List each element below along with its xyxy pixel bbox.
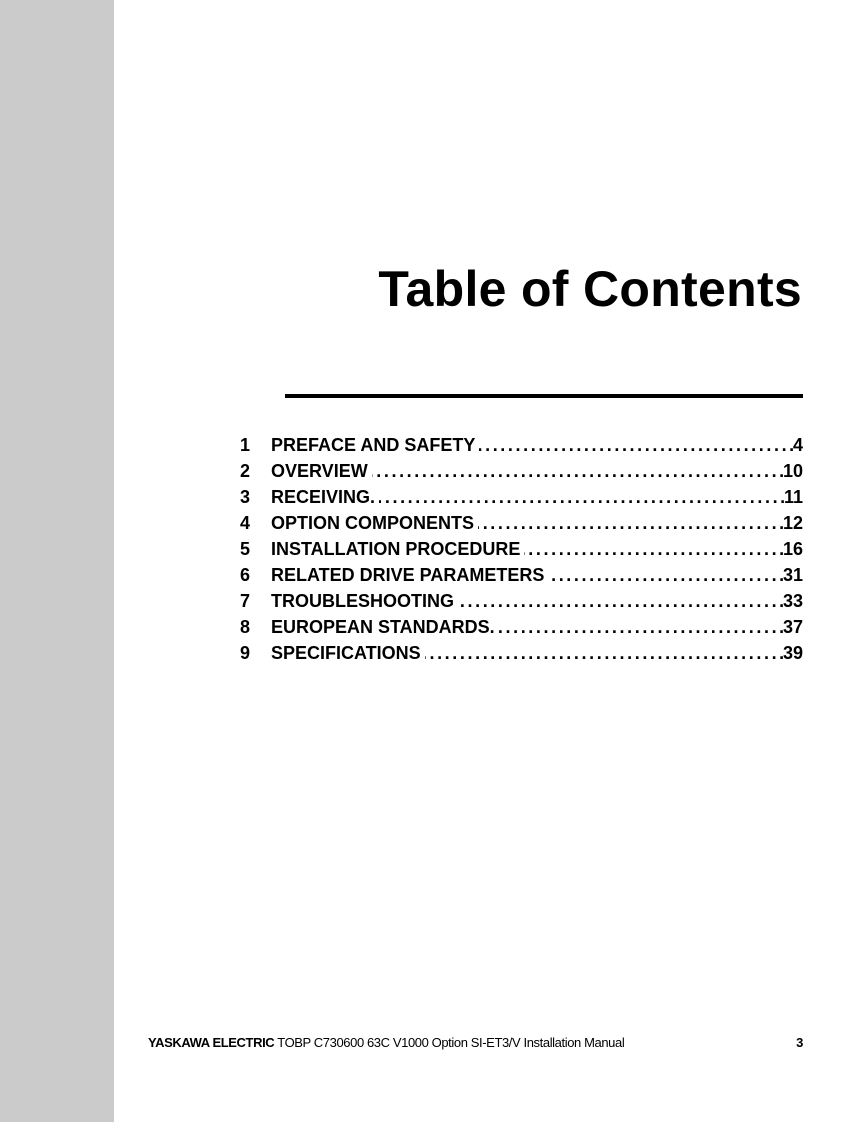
toc-entry-label: SPECIFICATIONS <box>271 643 421 663</box>
toc-entry-number: 3 <box>240 487 251 507</box>
toc-dot-leader <box>499 614 783 640</box>
toc-entry-number: 9 <box>240 643 251 663</box>
toc-entry[interactable] <box>240 562 803 588</box>
toc-entry-page: 10 <box>782 461 803 481</box>
toc-entry[interactable] <box>240 588 803 614</box>
toc-entry-page: 39 <box>782 643 803 663</box>
toc-entry-label: TROUBLESHOOTING <box>271 591 454 611</box>
toc-list <box>240 432 803 666</box>
toc-entry[interactable] <box>240 614 803 640</box>
toc-entry[interactable] <box>240 536 803 562</box>
toc-entry-number: 5 <box>240 539 251 559</box>
toc-entry-page: 12 <box>782 513 803 533</box>
toc-dot-leader <box>479 432 793 458</box>
toc-entry-number: 1 <box>240 435 251 455</box>
toc-entry[interactable] <box>240 484 803 510</box>
page-footer <box>148 1034 803 1052</box>
title-rule <box>285 394 803 398</box>
footer-document-title <box>148 1034 624 1052</box>
footer-brand: YASKAWA ELECTRIC <box>148 1035 275 1050</box>
toc-dot-leader <box>548 562 783 588</box>
toc-entry-label: OPTION COMPONENTS <box>271 513 475 533</box>
toc-entry-label: EUROPEAN STANDARDS. <box>271 617 495 637</box>
toc-entry[interactable] <box>240 458 803 484</box>
page-number: 3 <box>796 1035 803 1050</box>
toc-dot-leader <box>458 588 783 614</box>
toc-dot-leader <box>379 484 784 510</box>
toc-dot-leader <box>524 536 783 562</box>
toc-entry-number: 2 <box>240 461 251 481</box>
toc-dot-leader <box>372 458 783 484</box>
page-title: Table of Contents <box>378 261 802 317</box>
toc-entry-label: RECEIVING. <box>271 487 376 507</box>
toc-entry-number: 7 <box>240 591 251 611</box>
toc-entry-number: 8 <box>240 617 251 637</box>
toc-entry-page: 4 <box>792 435 803 455</box>
toc-entry-page: 31 <box>782 565 803 585</box>
toc-entry-label: OVERVIEW <box>271 461 368 481</box>
toc-entry-number: 6 <box>240 565 251 585</box>
toc-entry[interactable] <box>240 432 803 458</box>
toc-entry-page: 33 <box>782 591 803 611</box>
page-side-band <box>0 0 114 1122</box>
toc-entry-page: 16 <box>782 539 803 559</box>
toc-dot-leader <box>425 640 783 666</box>
toc-entry-number: 4 <box>240 513 251 533</box>
toc-dot-leader <box>478 510 783 536</box>
toc-entry[interactable] <box>240 510 803 536</box>
footer-document: TOBP C730600 63C V1000 Option SI-ET3/V Installation Manual <box>277 1035 625 1050</box>
toc-entry-label: PREFACE AND SAFETY <box>271 435 476 455</box>
toc-entry-label: RELATED DRIVE PARAMETERS <box>271 565 545 585</box>
toc-entry[interactable] <box>240 640 803 666</box>
toc-entry-page: 37 <box>782 617 803 637</box>
toc-entry-page: 11 <box>783 487 803 507</box>
toc-entry-label: INSTALLATION PROCEDURE <box>271 539 521 559</box>
